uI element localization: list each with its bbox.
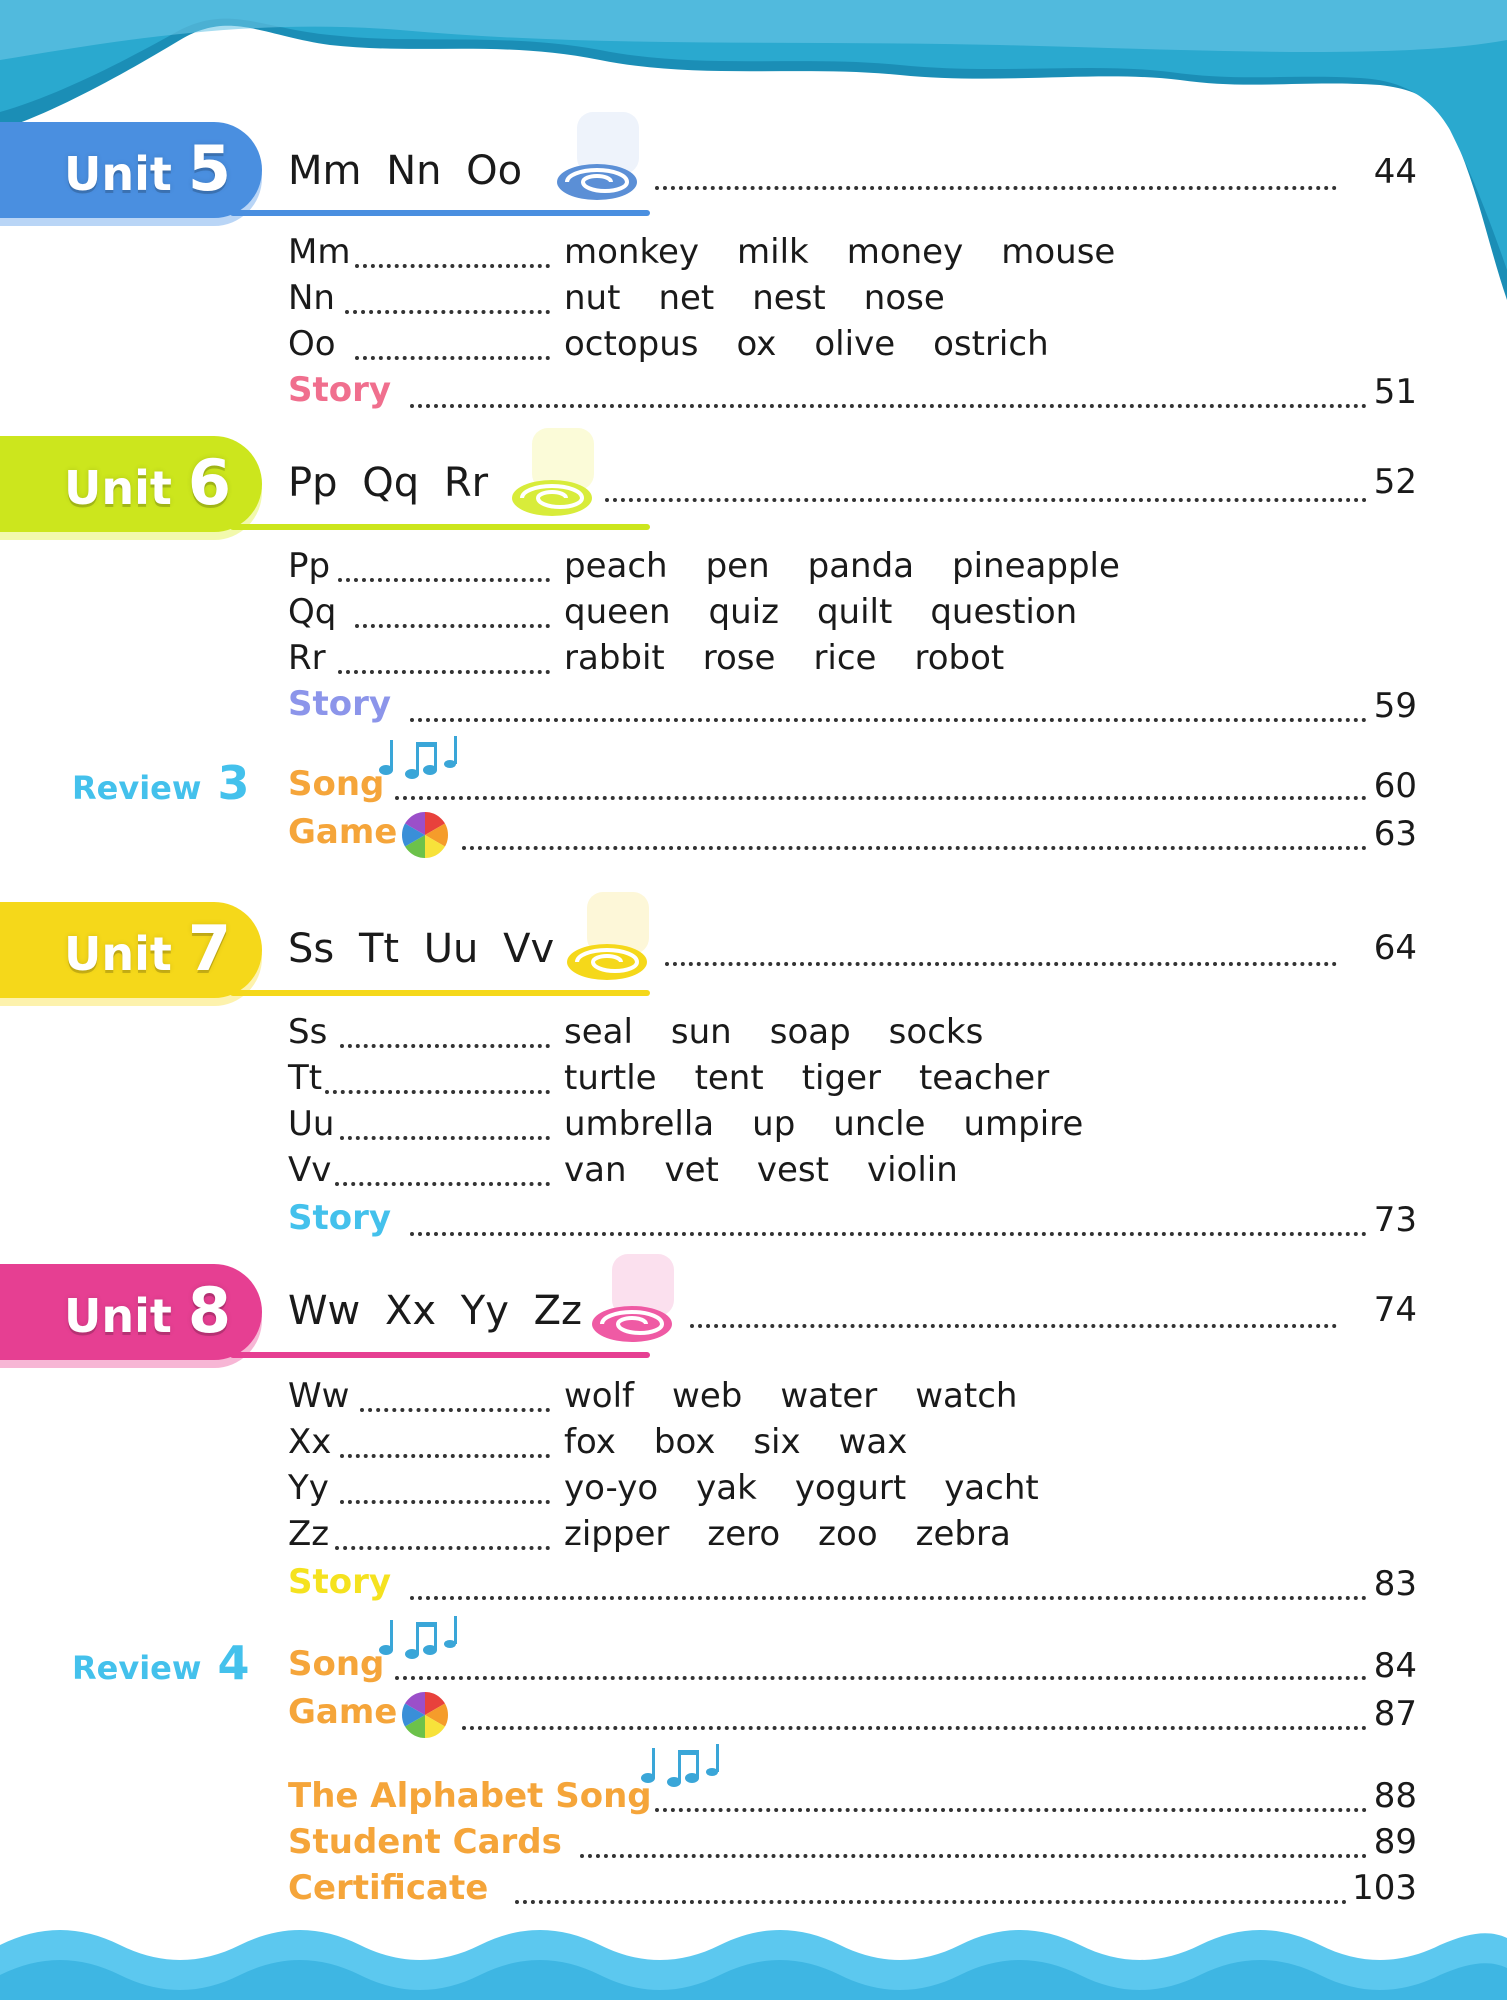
dot-leader <box>340 1454 550 1458</box>
unit-underline <box>230 990 650 996</box>
dot-leader <box>410 404 1367 408</box>
page-number: 63 <box>1373 814 1417 854</box>
dot-leader <box>355 624 550 628</box>
letter-entry: Mm <box>288 232 351 272</box>
dot-leader <box>325 1090 550 1094</box>
page-number: 51 <box>1373 372 1417 412</box>
letter-entry: Uu <box>288 1104 335 1144</box>
dot-leader <box>355 356 550 360</box>
certificate-label: Certificate <box>288 1868 489 1908</box>
music-notes-icon <box>378 1612 460 1662</box>
dot-leader <box>355 264 550 268</box>
letter-entry: Tt <box>288 1058 323 1098</box>
dot-leader <box>605 498 1367 502</box>
dot-leader <box>655 1808 1367 1812</box>
review-3-label: Review 3 <box>72 756 250 810</box>
word-list: wolf web water watch <box>564 1376 1018 1416</box>
song-label: Song <box>288 764 385 804</box>
color-wheel-icon <box>400 1690 450 1740</box>
word-list: octopus ox olive ostrich <box>564 324 1049 364</box>
story-label: Story <box>288 370 392 410</box>
letter-entry: Xx <box>288 1422 332 1462</box>
dot-leader <box>340 1136 550 1140</box>
page-number: 74 <box>1373 1290 1417 1330</box>
color-wheel-icon <box>400 810 450 860</box>
dot-leader <box>410 1232 1367 1236</box>
page-number: 73 <box>1373 1200 1417 1240</box>
page-number: 60 <box>1373 766 1417 806</box>
music-notes-icon <box>640 1740 722 1790</box>
dot-leader <box>395 796 1367 800</box>
word-list: seal sun soap socks <box>564 1012 984 1052</box>
dot-leader <box>462 1726 1367 1730</box>
dot-leader <box>690 1324 1337 1328</box>
dot-leader <box>340 1500 550 1504</box>
page-number: 64 <box>1373 928 1417 968</box>
word-list: peach pen panda pineapple <box>564 546 1120 586</box>
unit-5-title: Mm Nn Oo <box>288 148 523 194</box>
unit-underline <box>230 524 650 530</box>
word-list: yo-yo yak yogurt yacht <box>564 1468 1039 1508</box>
scroll-icon <box>510 424 600 520</box>
unit-underline <box>230 1352 650 1358</box>
music-notes-icon <box>378 732 460 782</box>
letter-entry: Ww <box>288 1376 350 1416</box>
dot-leader <box>335 1546 550 1550</box>
bottom-wave-decoration <box>0 1920 1507 2000</box>
dot-leader <box>410 1596 1367 1600</box>
page-number: 103 <box>1352 1868 1417 1908</box>
dot-leader <box>515 1900 1347 1904</box>
word-list: rabbit rose rice robot <box>564 638 1005 678</box>
page-number: 44 <box>1373 152 1417 192</box>
word-list: fox box six wax <box>564 1422 908 1462</box>
letter-entry: Oo <box>288 324 336 364</box>
student-cards-label: Student Cards <box>288 1822 562 1862</box>
word-list: van vet vest violin <box>564 1150 958 1190</box>
review-4-label: Review 4 <box>72 1636 250 1690</box>
story-label: Story <box>288 1198 392 1238</box>
letter-entry: Zz <box>288 1514 330 1554</box>
dot-leader <box>360 1408 550 1412</box>
word-list: queen quiz quilt question <box>564 592 1078 632</box>
story-label: Story <box>288 684 392 724</box>
dot-leader <box>462 846 1367 850</box>
unit-8-title: Ww Xx Yy Zz <box>288 1288 582 1334</box>
letter-entry: Ss <box>288 1012 328 1052</box>
word-list: nut net nest nose <box>564 278 945 318</box>
dot-leader <box>395 1676 1367 1680</box>
story-label: Story <box>288 1562 392 1602</box>
word-list: zipper zero zoo zebra <box>564 1514 1011 1554</box>
dot-leader <box>335 1182 550 1186</box>
unit-6-label: Unit 6 <box>64 446 232 519</box>
page-number: 87 <box>1373 1694 1417 1734</box>
dot-leader <box>338 578 550 582</box>
word-list: turtle tent tiger teacher <box>564 1058 1050 1098</box>
letter-entry: Yy <box>288 1468 329 1508</box>
letter-entry: Rr <box>288 638 326 678</box>
letter-entry: Pp <box>288 546 331 586</box>
game-label: Game <box>288 812 398 852</box>
game-label: Game <box>288 1692 398 1732</box>
dot-leader <box>345 310 550 314</box>
dot-leader <box>580 1854 1367 1858</box>
unit-7-title: Ss Tt Uu Vv <box>288 926 555 972</box>
scroll-icon <box>590 1250 680 1346</box>
unit-6-title: Pp Qq Rr <box>288 460 489 506</box>
unit-8-label: Unit 8 <box>64 1274 232 1347</box>
word-list: monkey milk money mouse <box>564 232 1116 272</box>
scroll-icon <box>565 888 655 984</box>
scroll-icon <box>555 108 645 204</box>
dot-leader <box>665 962 1337 966</box>
letter-entry: Nn <box>288 278 335 318</box>
page-number: 59 <box>1373 686 1417 726</box>
page-number: 83 <box>1373 1564 1417 1604</box>
unit-5-label: Unit 5 <box>64 132 232 205</box>
song-label: Song <box>288 1644 385 1684</box>
unit-7-label: Unit 7 <box>64 912 232 985</box>
page-number: 52 <box>1373 462 1417 502</box>
dot-leader <box>338 670 550 674</box>
letter-entry: Vv <box>288 1150 332 1190</box>
alphabet-song-label: The Alphabet Song <box>288 1776 652 1816</box>
dot-leader <box>410 718 1367 722</box>
page-number: 84 <box>1373 1646 1417 1686</box>
dot-leader <box>655 186 1337 190</box>
page-number: 88 <box>1373 1776 1417 1816</box>
dot-leader <box>340 1044 550 1048</box>
unit-underline <box>230 210 650 216</box>
page-number: 89 <box>1373 1822 1417 1862</box>
word-list: umbrella up uncle umpire <box>564 1104 1084 1144</box>
letter-entry: Qq <box>288 592 337 632</box>
